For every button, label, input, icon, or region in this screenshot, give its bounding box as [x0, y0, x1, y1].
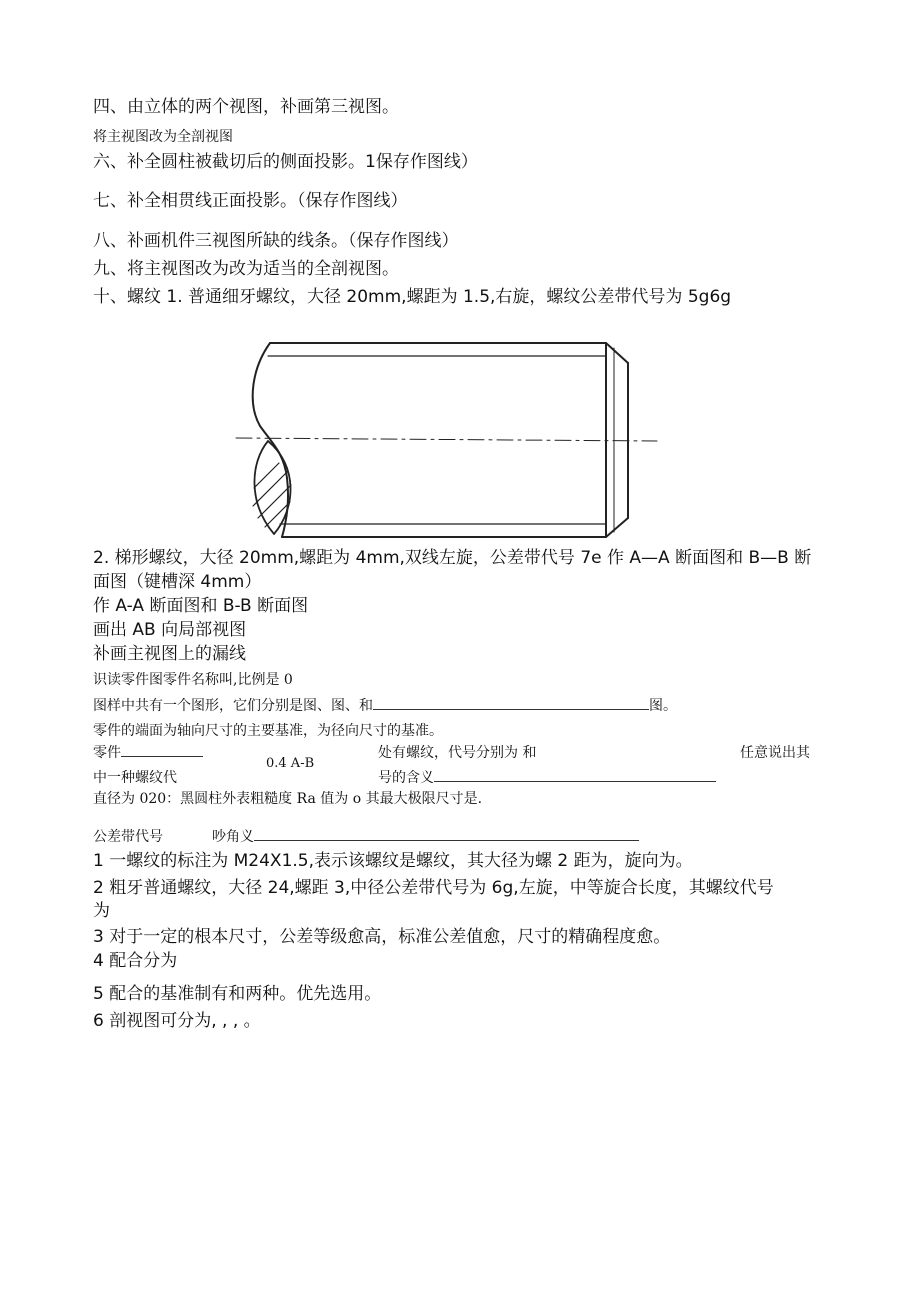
fill-question-2: 2 粗牙普通螺纹，大径 24,螺距 3,中径公差带代号为 6g,左旋，中等旋合长度，其螺纹代号: [93, 878, 774, 898]
question-10-part-2: 2. 梯形螺纹，大径 20mm,螺距为 4mm,双线左旋，公差带代号 7e 作 A—A 断面图和 B—B 断: [93, 548, 812, 568]
local-view-task: 画出 AB 向局部视图: [93, 620, 247, 640]
question-7: 七、补全相贯线正面投影。（保存作图线）: [93, 191, 408, 211]
fill-question-3: 3 对于一定的根本尺寸，公差等级愈高，标准公差值愈，尺寸的精确程度愈。: [93, 927, 671, 947]
any-label: 任意说出其: [740, 745, 810, 761]
fill-question-2-cont: 为: [93, 901, 110, 921]
part-label-row: [93, 742, 203, 762]
reading-views-suffix: 图。: [649, 698, 677, 714]
thread-label: 处有螺纹，代号分别为 和: [378, 745, 537, 761]
fill-question-6: 6 剖视图可分为, , , 。: [93, 1011, 261, 1031]
section-views-task: 作 A-A 断面图和 B-B 断面图: [93, 596, 309, 616]
part-blank: [121, 742, 203, 757]
meaning-row: [378, 767, 716, 787]
chamfer-row: [212, 826, 639, 846]
diameter-line: 直径为 020：黑圆柱外表粗糙度 Ra 值为 o 其最大极限尺寸是.: [93, 791, 483, 807]
one-kind-label: 中一种螺纹代: [93, 770, 177, 786]
question-9: 九、将主视图改为改为适当的全剖视图。: [93, 259, 399, 279]
part-label: 零件: [93, 745, 121, 761]
meaning-blank: [434, 767, 716, 782]
fill-question-5: 5 配合的基准制有和两种。优先选用。: [93, 984, 382, 1004]
tolerance-label: 0.4 A-B: [266, 756, 315, 771]
tol-zone-label: 公差带代号: [93, 829, 163, 845]
question-10: 十、螺纹 1. 普通细牙螺纹，大径 20mm,螺距为 1.5,右旋，螺纹公差带代号为 5g6g: [93, 287, 732, 307]
meaning-label: 号的含义: [378, 770, 434, 786]
shaft-thread-drawing: [232, 338, 662, 544]
question-6: 六、补全圆柱被截切后的侧面投影。1保存作图线）: [93, 152, 478, 172]
center-line: [236, 438, 657, 441]
shaft-top-outline: [270, 343, 628, 363]
fill-question-4: 4 配合分为: [93, 951, 178, 971]
reading-part-name: 识读零件图零件名称叫,比例是 0: [93, 672, 293, 688]
reading-views-text: 图样中共有一个图形，它们分别是图、图、和: [93, 698, 373, 714]
missing-lines-task: 补画主视图上的漏线: [93, 644, 246, 664]
chamfer-blank: [254, 826, 639, 841]
question-5: 将主视图改为全剖视图: [93, 129, 233, 145]
reading-datum: 零件的端面为轴向尺寸的主要基准，为径向尺寸的基准。: [93, 723, 443, 739]
shaft-bottom-outline: [282, 518, 628, 537]
question-10-part-2-cont: 面图（键槽深 4mm）: [93, 572, 262, 592]
question-4: 四、由立体的两个视图，补画第三视图。: [93, 97, 399, 117]
reading-views: [93, 695, 677, 717]
chamfer-label: 吵角义: [212, 829, 254, 845]
fill-question-1: 1 一螺纹的标注为 M24X1.5,表示该螺纹是螺纹，其大径为螺 2 距为，旋向为。: [93, 851, 693, 871]
answer-blank: [373, 695, 649, 710]
question-8: 八、补画机件三视图所缺的线条。（保存作图线）: [93, 231, 459, 251]
